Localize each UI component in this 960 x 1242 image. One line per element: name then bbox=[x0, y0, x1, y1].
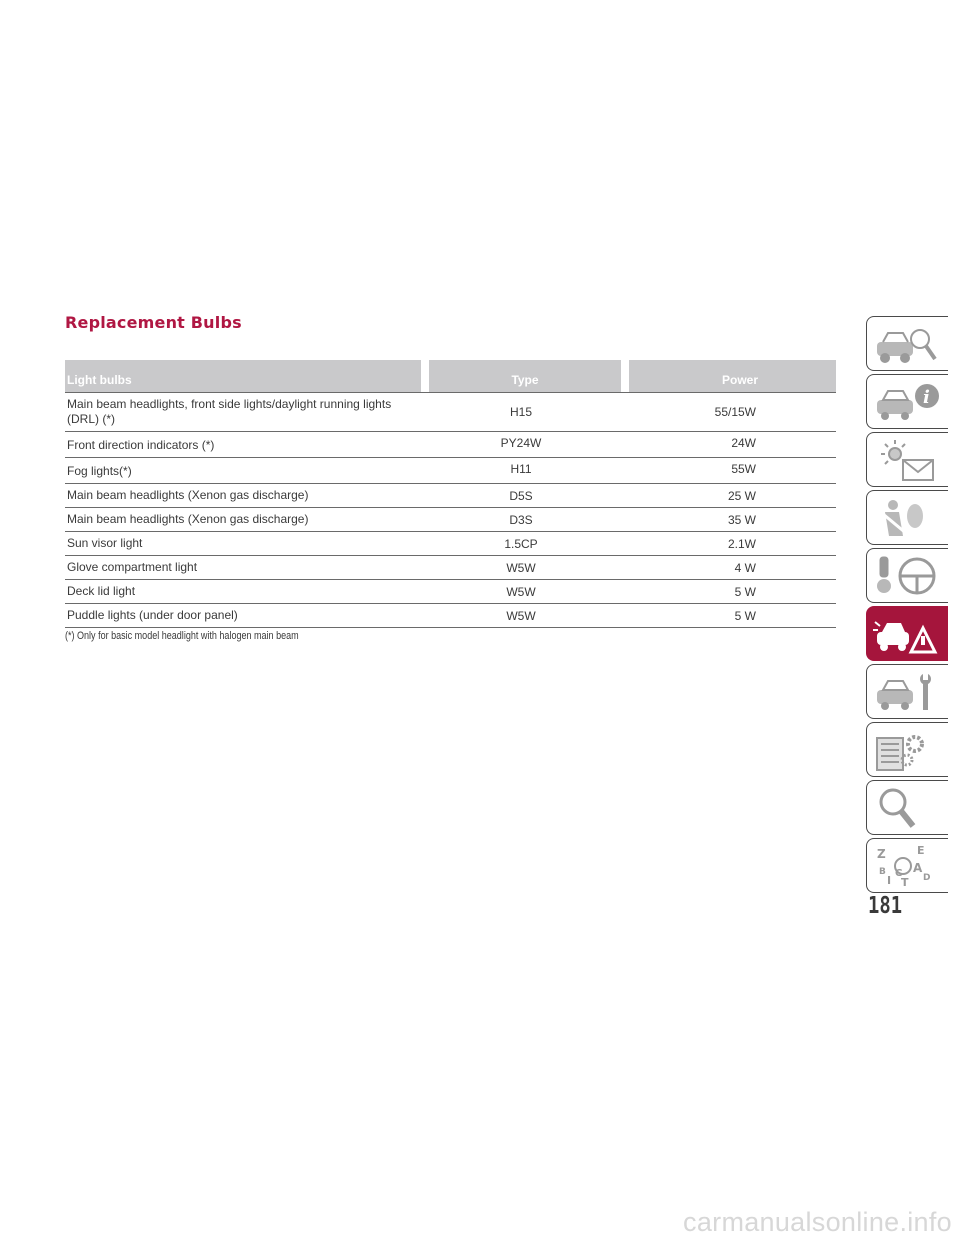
alphabetical-index-icon bbox=[873, 844, 943, 889]
bulb-type: H15 bbox=[509, 405, 532, 419]
bulb-power: 2.1W bbox=[727, 536, 756, 551]
warning-lights-icon bbox=[873, 438, 943, 483]
bulb-type: H11 bbox=[510, 462, 532, 476]
bulb-type: W5W bbox=[506, 608, 536, 623]
header-light-bulbs: Light bulbs bbox=[65, 360, 421, 392]
bulb-type: D3S bbox=[509, 512, 533, 527]
bulb-table bbox=[65, 360, 836, 628]
bulb-type: W5W bbox=[506, 584, 536, 599]
table-row bbox=[65, 604, 836, 628]
car-search-icon bbox=[873, 322, 943, 367]
bulb-type: W5W bbox=[506, 560, 536, 575]
header-gap bbox=[621, 360, 629, 392]
bulb-type: 1.5CP bbox=[504, 536, 538, 551]
svg-text:T: T bbox=[901, 876, 909, 889]
footnote: (*) Only for basic model headlight with halogen main beam bbox=[65, 630, 299, 642]
technical-specs-icon bbox=[873, 728, 943, 773]
svg-text:I: I bbox=[887, 874, 892, 887]
bulb-power: 55W bbox=[731, 462, 756, 476]
svg-text:A: A bbox=[913, 861, 923, 875]
tab-technical-specifications[interactable] bbox=[866, 722, 948, 777]
bulb-name: Glove compartment light bbox=[67, 560, 198, 574]
table-row bbox=[65, 508, 836, 532]
bulb-power: 55/15W bbox=[714, 405, 756, 419]
watermark: carmanualsonline.info bbox=[683, 1207, 952, 1237]
car-breakdown-icon bbox=[873, 612, 943, 657]
airbag-safety-icon bbox=[873, 496, 943, 541]
tab-car-info[interactable] bbox=[866, 374, 948, 429]
table-row bbox=[65, 556, 836, 580]
tab-warning-lights[interactable] bbox=[866, 432, 948, 487]
bulb-power: 5 W bbox=[734, 608, 756, 623]
bulb-power: 24W bbox=[731, 436, 756, 450]
car-maintenance-icon bbox=[873, 670, 943, 715]
table-row bbox=[65, 532, 836, 556]
magnifier-icon bbox=[873, 786, 943, 831]
bulb-name: Sun visor light bbox=[67, 536, 143, 550]
tab-safety[interactable] bbox=[866, 490, 948, 545]
bulb-power: 5 W bbox=[734, 584, 756, 599]
bulb-type: D5S bbox=[509, 488, 533, 503]
tab-in-an-emergency[interactable] bbox=[866, 606, 948, 661]
car-info-icon bbox=[873, 380, 943, 425]
table-row bbox=[65, 392, 836, 432]
bulb-name: Main beam headlights (Xenon gas discharge) bbox=[67, 512, 309, 526]
header-power: Power bbox=[629, 360, 836, 392]
svg-text:E: E bbox=[917, 844, 925, 857]
bulb-type: PY24W bbox=[500, 436, 542, 450]
header-type: Type bbox=[429, 360, 621, 392]
svg-text:C: C bbox=[895, 868, 903, 879]
page-number: 181 bbox=[868, 893, 903, 919]
chapter-tabs bbox=[866, 316, 948, 896]
section-title: Replacement Bulbs bbox=[65, 313, 242, 332]
table-row bbox=[65, 458, 836, 484]
svg-text:B: B bbox=[879, 867, 886, 877]
tab-servicing-care[interactable] bbox=[866, 664, 948, 719]
bulb-name: Fog lights(*) bbox=[67, 464, 132, 478]
tab-starting-driving[interactable] bbox=[866, 548, 948, 603]
bulb-name: Deck lid light bbox=[67, 584, 136, 598]
svg-text:i: i bbox=[923, 387, 930, 408]
svg-text:Z: Z bbox=[877, 847, 886, 861]
bulb-power: 25 W bbox=[727, 488, 756, 503]
bulb-name: Main beam headlights, front side lights/daylight running lights (DRL) (*) bbox=[67, 397, 392, 426]
svg-text:D: D bbox=[923, 873, 931, 883]
bulb-name: Front direction indicators (*) bbox=[67, 438, 215, 452]
table-row bbox=[65, 484, 836, 508]
tab-index[interactable] bbox=[866, 838, 948, 893]
bulb-power: 35 W bbox=[727, 512, 756, 527]
tab-car-search[interactable] bbox=[866, 316, 948, 371]
bulb-name: Puddle lights (under door panel) bbox=[67, 608, 238, 622]
key-steering-wheel-icon bbox=[873, 554, 943, 599]
bulb-power: 4 W bbox=[734, 560, 756, 575]
bulb-name: Main beam headlights (Xenon gas discharge) bbox=[67, 488, 309, 502]
header-gap bbox=[421, 360, 429, 392]
table-header bbox=[65, 360, 836, 392]
table-row bbox=[65, 580, 836, 604]
tab-search[interactable] bbox=[866, 780, 948, 835]
table-row bbox=[65, 432, 836, 458]
